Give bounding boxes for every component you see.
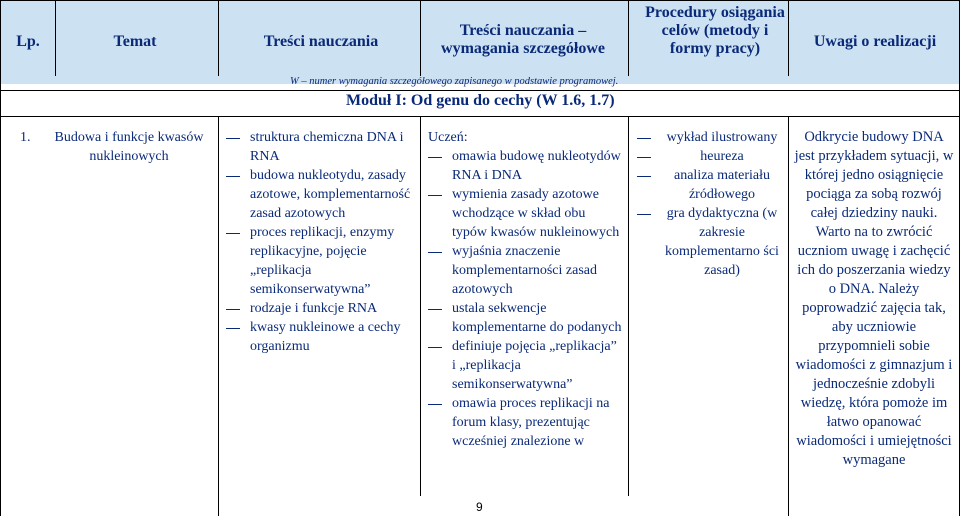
wymagania-intro: Uczeń:: [428, 130, 468, 145]
list-item: ustala sekwencje komplementarne do podanych: [452, 299, 622, 337]
list-item: omawia budowę nukleotydów RNA i DNA: [452, 147, 622, 185]
list-item: gra dydaktyczna (w zakresie komplementarno ści zasad): [661, 204, 783, 280]
list-item: wymienia zasady azotowe wchodzące w skład obu typów kwasów nukleinowych: [452, 185, 622, 242]
col-divider-2b: [218, 116, 219, 516]
col-divider-1: [0, 0, 1, 516]
header-wymagania: Treści nauczania – wymagania szczegółowe: [441, 22, 605, 57]
list-item: analiza materiału źródłowego: [661, 166, 783, 204]
header-procedury: Procedury osiągania celów (metody i formy pracy): [645, 4, 785, 57]
uwagi-text: Odkrycie budowy DNA jest przykładem sytuacji, w której jedno osiągnięcie pociąga za sobą rozwój całej dziedziny nauki. Warto na to zwrócić uczniom uwagę i zachęcić ich do poszerzania wiedzy o DNA. Należy poprowadzić zajęcia tak, aby uczniowie przypomnieli sobie wiadomości z gimnazjum i jednocześnie zdobyli wiedzę, która pomoże im łatwo opanować wiadomości i umiejętności wymagane: [794, 129, 954, 468]
row-temat: Budowa i funkcje kwasów nukleinowych: [54, 130, 204, 164]
list-item: wykład ilustrowany: [661, 128, 783, 147]
wymagania-list: [428, 128, 622, 451]
list-item: proces replikacji, enzymy replikacyjne, pojęcie „replikacja semikonserwatywna”: [250, 223, 412, 299]
page-number: 9: [476, 500, 483, 514]
list-item: struktura chemiczna DNA i RNA: [250, 128, 412, 166]
top-border: [0, 0, 960, 1]
procedury-list: [637, 128, 783, 280]
list-item: omawia proces replikacji na forum klasy, prezentując wcześniej znalezione w: [452, 394, 622, 451]
header-temat: Temat: [113, 33, 157, 50]
col-divider-2: [55, 0, 56, 76]
header-tresci: Treści nauczania: [263, 33, 379, 50]
list-item: definiuje pojęcia „replikacja” i „replikacja semikonserwatywna”: [452, 337, 622, 394]
col-divider-4: [420, 0, 421, 76]
list-item: wyjaśnia znaczenie komplementarności zasad azotowych: [452, 242, 622, 299]
list-item: rodzaje i funkcje RNA: [250, 299, 412, 318]
list-item: budowa nukleotydu, zasady azotowe, komplementarność zasad azotowych: [250, 166, 412, 223]
tresci-list: [226, 128, 412, 356]
col-divider-5: [628, 0, 629, 76]
module-row: [0, 92, 960, 112]
col-divider-3: [218, 0, 219, 76]
list-item: heureza: [661, 147, 783, 166]
module-top-border: [0, 90, 960, 91]
list-item: kwasy nukleinowe a cechy organizmu: [250, 318, 412, 356]
col-divider-3b: [420, 116, 421, 496]
col-divider-6: [788, 0, 789, 76]
header-uwagi: Uwagi o realizacji: [813, 33, 937, 50]
header-note: W – numer wymagania szczegółowego zapisanego w podstawie programowej.: [290, 76, 619, 87]
col-divider-5b: [788, 116, 789, 516]
row-lp: 1.: [20, 130, 31, 145]
module-title: Moduł I: Od genu do cechy (W 1.6, 1.7): [346, 92, 615, 109]
row-top-border: [0, 116, 960, 117]
col-divider-4b: [628, 116, 629, 496]
header-lp: Lp.: [16, 33, 40, 50]
